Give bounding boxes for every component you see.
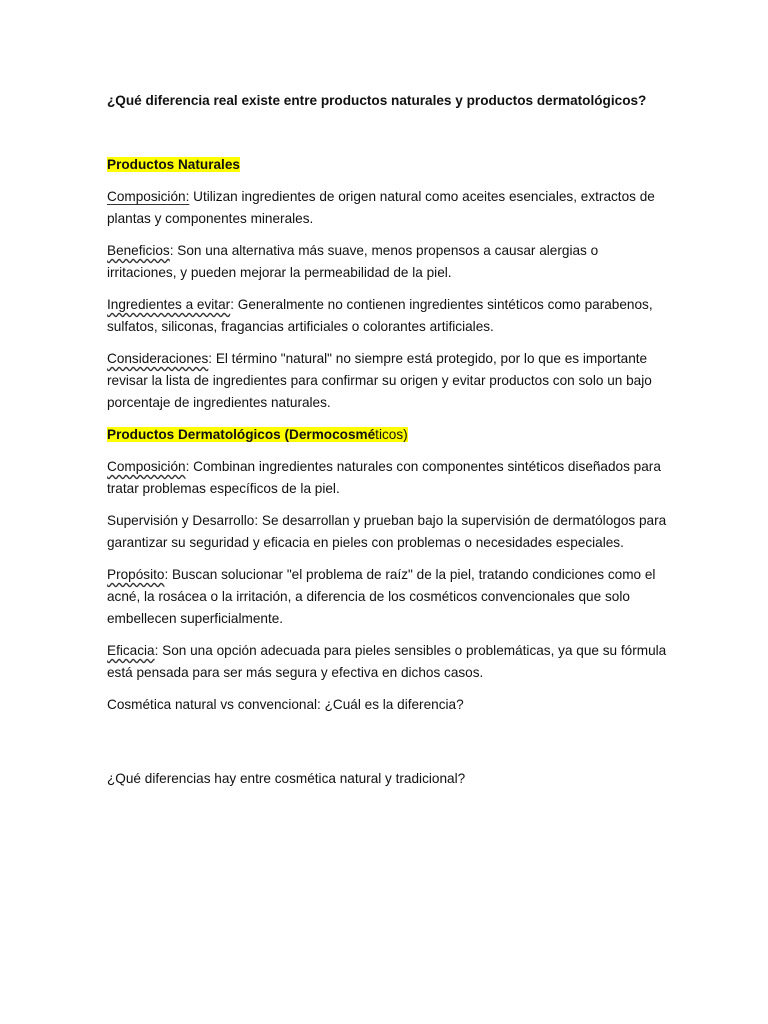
term-label: Composición: <box>107 189 190 204</box>
paragraph-natural-consideraciones <box>107 348 667 414</box>
paragraph-text: : Buscan solucionar "el problema de raíz" de la piel, tratando condiciones como el acné, la rosácea o la irritación, a diferencia de los cosméticos convencionales que solo embellecen superficialmente. <box>107 567 656 626</box>
paragraph-derm-supervision <box>107 510 667 554</box>
paragraph-text: : Son una alternativa más suave, menos propensos a causar alergias o irritaciones, y pueden mejorar la permeabilidad de la piel. <box>107 243 599 280</box>
paragraph-derm-eficacia <box>107 640 667 684</box>
term-label: Propósito <box>107 567 165 582</box>
paragraph-text: Supervisión y Desarrollo: Se desarrollan y prueban bajo la supervisión de dermatólogos para garantizar su seguridad y eficacia en pieles con problemas o necesidades especiales. <box>107 513 667 550</box>
paragraph-natural-ingredientes <box>107 294 667 338</box>
paragraph-natural-composicion <box>107 186 667 230</box>
document-page <box>107 90 667 800</box>
term-label: Eficacia <box>107 643 155 658</box>
paragraph-text: : Combinan ingredientes naturales con componentes sintéticos diseñados para tratar problemas específicos de la piel. <box>107 459 661 496</box>
closing-line-2: ¿Qué diferencias hay entre cosmética natural y tradicional? <box>107 771 466 786</box>
document-title: ¿Qué diferencia real existe entre productos naturales y productos dermatológicos? <box>107 93 647 108</box>
term-label: Consideraciones <box>107 351 209 366</box>
highlighted-heading-text <box>107 427 408 442</box>
term-label: Beneficios <box>107 243 170 258</box>
paragraph-derm-proposito <box>107 564 667 630</box>
highlighted-heading-text: Productos Naturales <box>107 157 240 172</box>
paragraph-text: : Generalmente no contienen ingredientes sintéticos como parabenos, sulfatos, siliconas, fragancias artificiales o colorantes artificiales. <box>107 297 653 334</box>
paragraph-text: : El término "natural" no siempre está protegido, por lo que es importante revisar la lista de ingredientes para confirmar su origen y evitar productos con solo un bajo porcentaje de ingredientes naturales. <box>107 351 652 410</box>
paragraph-text: : Son una opción adecuada para pieles sensibles o problemáticas, ya que su fórmula está pensada para ser más segura y efectiva en dichos casos. <box>107 643 667 680</box>
paragraph-derm-composicion <box>107 456 667 500</box>
spacer <box>107 726 667 768</box>
heading-light-part: ticos) <box>375 427 408 442</box>
term-label: Ingredientes a evitar <box>107 297 231 312</box>
heading-bold-part: Productos Dermatológicos (Dermocosmé <box>107 427 376 442</box>
paragraph-natural-beneficios <box>107 240 667 284</box>
section-heading-dermatologicos <box>107 424 667 446</box>
term-label: Composición <box>107 459 186 474</box>
paragraph-text: Utilizan ingredientes de origen natural como aceites esenciales, extractos de plantas y componentes minerales. <box>107 189 655 226</box>
section-heading-natural <box>107 154 667 176</box>
closing-line-1: Cosmética natural vs convencional: ¿Cuál es la diferencia? <box>107 697 464 712</box>
